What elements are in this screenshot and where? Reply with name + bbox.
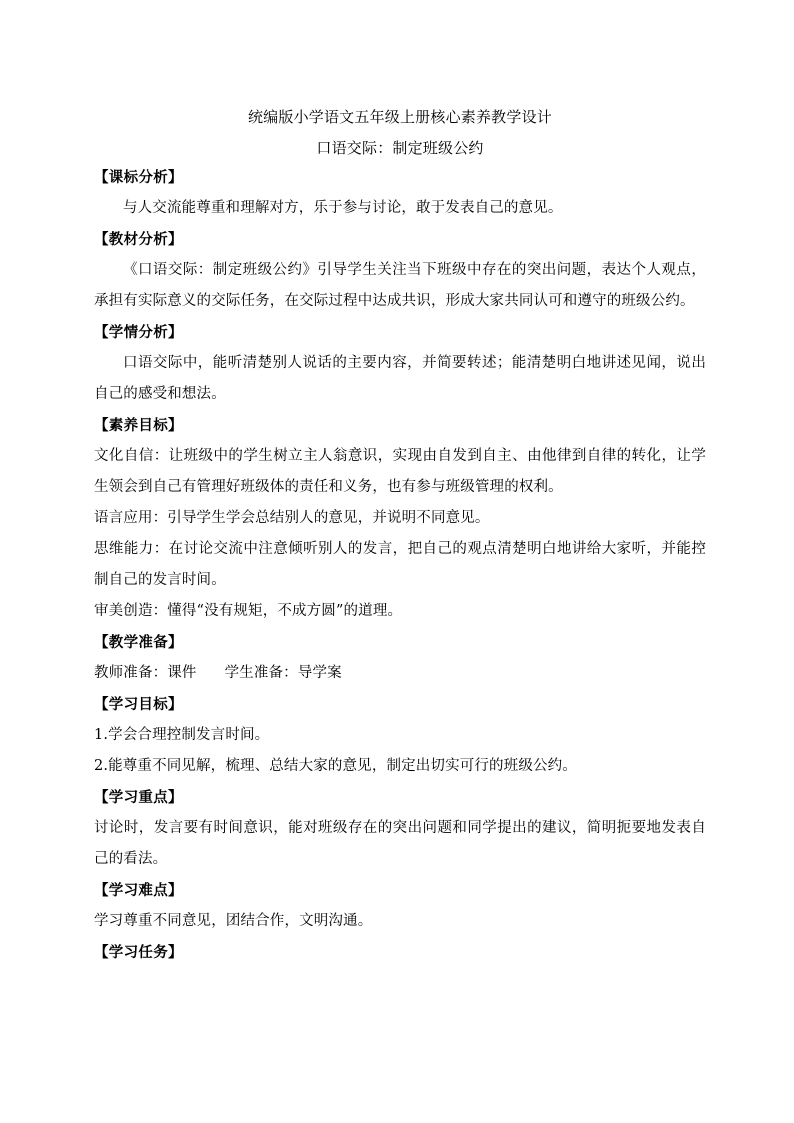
- preparation-row: [94, 658, 706, 689]
- literacy-goal-aesthetics: 审美创造：懂得“没有规矩，不成方圆”的道理。: [94, 603, 403, 619]
- document-title: 统编版小学语文五年级上册核心素养教学设计: [247, 108, 552, 126]
- textbook-analysis-text: 《口语交际：制定班级公约》引导学生关注当下班级中存在的突出问题，表达个人观点，承担有实际意义的交际任务，在交际过程中达成共识，形成大家共同认可和遵守的班级公约。: [94, 262, 706, 309]
- section-heading-objectives: 【学习目标】: [94, 696, 183, 713]
- literacy-goal-language-use: 语言应用：引导学生学会总结别人的意见，并说明不同意见。: [94, 510, 490, 526]
- objective-item: 1.学会合理控制发言时间。: [94, 727, 270, 743]
- difficulties-text: 学习尊重不同意见，团结合作，文明沟通。: [94, 913, 373, 929]
- section-heading-difficulties: 【学习难点】: [94, 882, 183, 899]
- document-content: [94, 103, 706, 968]
- learner-analysis-text: 口语交际中，能听清楚别人说话的主要内容，并简要转述；能清楚明白地讲述见闻，说出自己的感受和想法。: [94, 355, 706, 402]
- key-points-text: 讨论时，发言要有时间意识，能对班级存在的突出问题和同学提出的建议，简明扼要地发表自己的看法。: [94, 820, 706, 867]
- teacher-preparation: 教师准备：课件: [94, 665, 197, 681]
- objective-item: 2.能尊重不同见解，梳理、总结大家的意见，制定出切实可行的班级公约。: [94, 758, 577, 774]
- section-heading-literacy: 【素养目标】: [94, 417, 183, 434]
- literacy-goal-cultural-confidence: 文化自信：让班级中的学生树立主人翁意识，实现由自发到自主、由他律到自律的转化，让学生领会到自己有管理好班级体的责任和义务，也有参与班级管理的权利。: [94, 448, 706, 495]
- section-heading-learners: 【学情分析】: [94, 324, 183, 341]
- section-heading-key-points: 【学习重点】: [94, 789, 183, 806]
- curriculum-analysis-text: 与人交流能尊重和理解对方，乐于参与讨论，敢于发表自己的意见。: [123, 200, 563, 216]
- student-preparation: 学生准备：导学案: [224, 665, 342, 681]
- section-heading-textbook: 【教材分析】: [94, 231, 183, 248]
- section-heading-curriculum: 【课标分析】: [94, 169, 183, 186]
- document-subtitle: 口语交际：制定班级公约: [316, 139, 484, 157]
- literacy-goal-thinking: 思维能力：在讨论交流中注意倾听别人的发言，把自己的观点清楚明白地讲给大家听，并能控制自己的发言时间。: [94, 541, 706, 588]
- section-heading-tasks: 【学习任务】: [94, 944, 183, 961]
- section-heading-preparation: 【教学准备】: [94, 634, 183, 651]
